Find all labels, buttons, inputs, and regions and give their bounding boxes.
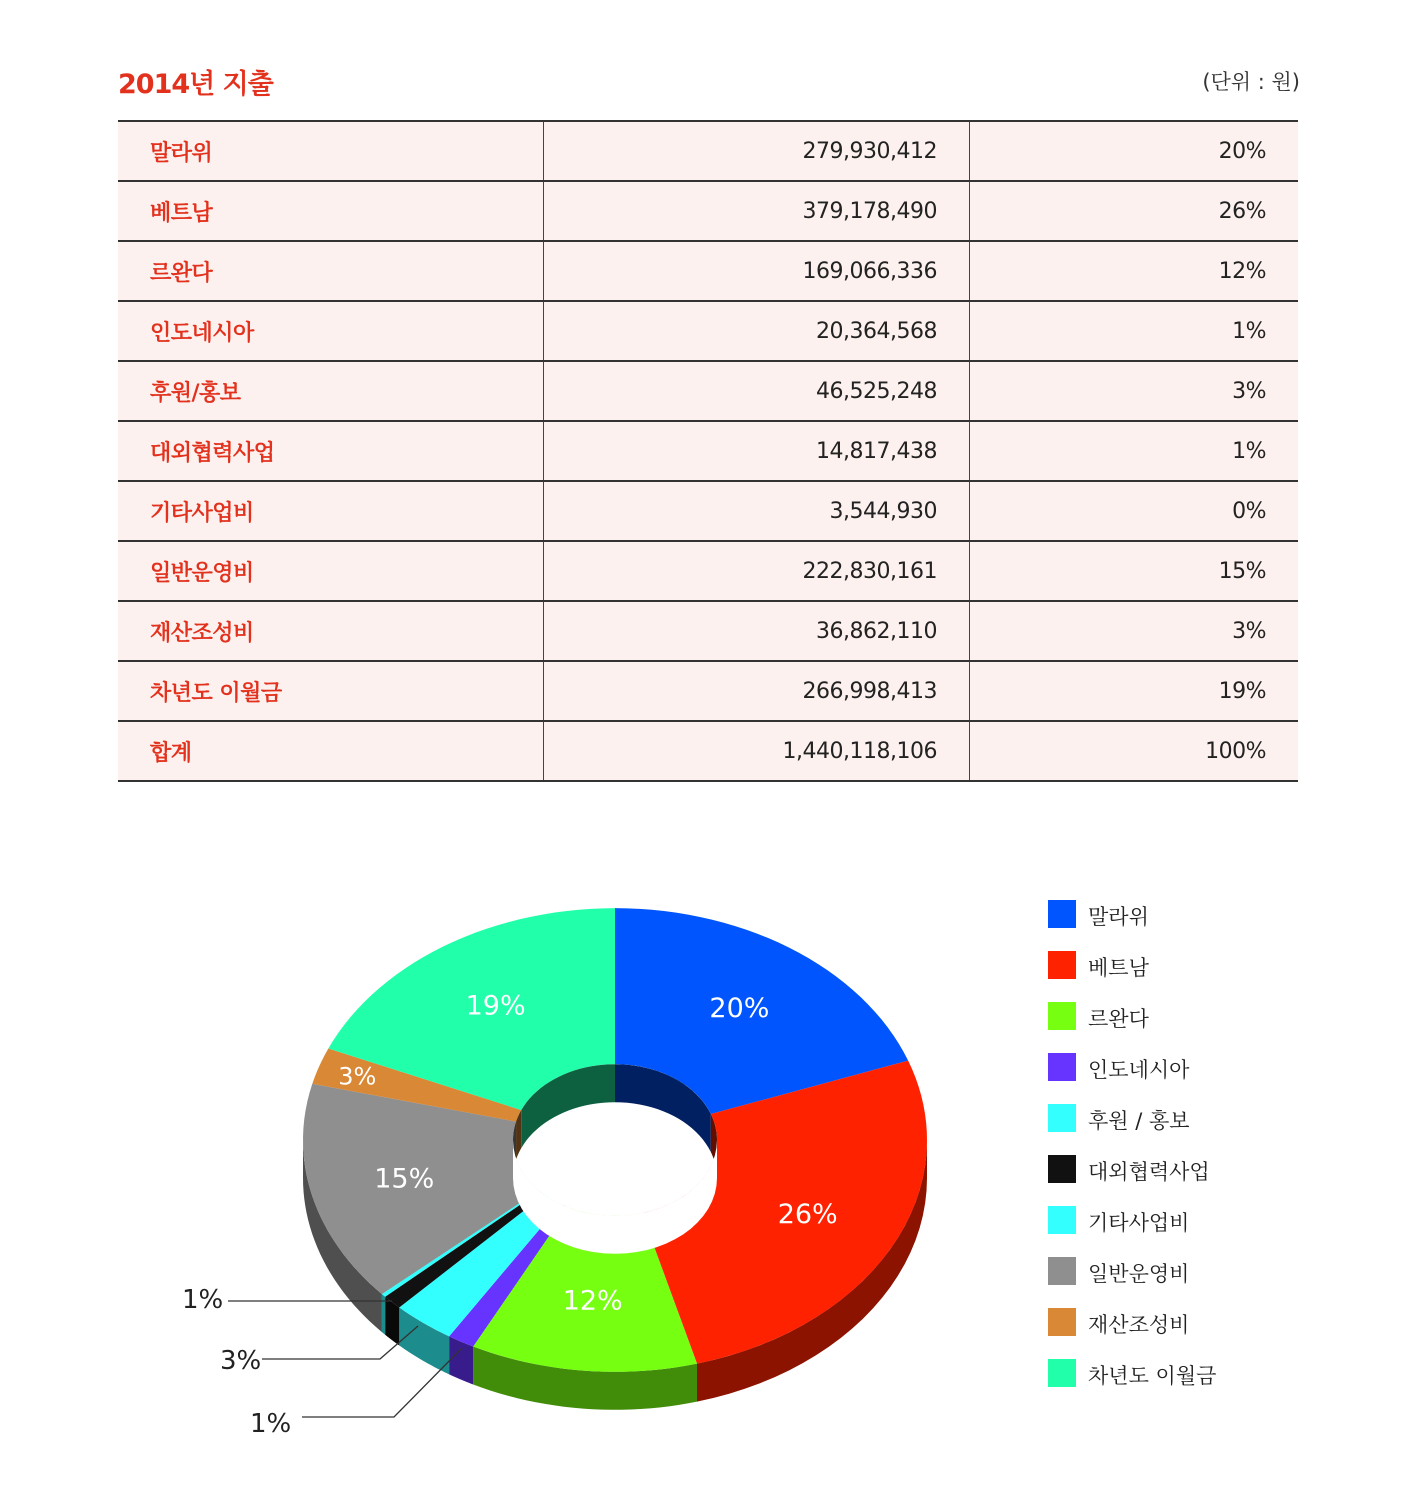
legend-label: 일반운영비 — [1088, 1262, 1190, 1286]
legend-label: 말라위 — [1088, 905, 1149, 929]
legend-swatch — [1048, 1155, 1076, 1183]
row-amount: 279,930,412 — [544, 121, 970, 181]
legend-item — [1048, 1155, 1348, 1183]
table-row — [118, 421, 1298, 481]
row-label: 후원/홍보 — [118, 361, 544, 421]
slice-label: 12% — [562, 1285, 623, 1317]
row-amount: 46,525,248 — [544, 361, 970, 421]
row-label: 일반운영비 — [118, 541, 544, 601]
row-percent: 26% — [970, 181, 1299, 241]
row-amount: 36,862,110 — [544, 601, 970, 661]
legend-item — [1048, 1206, 1348, 1234]
row-amount: 20,364,568 — [544, 301, 970, 361]
unit-label: (단위 : 원) — [1202, 70, 1300, 94]
table-row — [118, 301, 1298, 361]
row-amount: 266,998,413 — [544, 661, 970, 721]
legend-swatch — [1048, 1104, 1076, 1132]
row-percent: 3% — [970, 601, 1299, 661]
legend-item — [1048, 951, 1348, 979]
legend-item — [1048, 1359, 1348, 1387]
row-percent: 1% — [970, 301, 1299, 361]
legend-swatch — [1048, 1053, 1076, 1081]
row-label: 말라위 — [118, 121, 544, 181]
legend-swatch — [1048, 951, 1076, 979]
row-amount: 169,066,336 — [544, 241, 970, 301]
legend-swatch — [1048, 1359, 1076, 1387]
table-row — [118, 661, 1298, 721]
page-title: 2014년 지출 — [118, 69, 273, 100]
table-row — [118, 541, 1298, 601]
slice-label: 19% — [465, 990, 526, 1022]
row-percent: 20% — [970, 121, 1299, 181]
row-label: 기타사업비 — [118, 481, 544, 541]
legend-item — [1048, 1053, 1348, 1081]
table-row — [118, 241, 1298, 301]
legend-label: 기타사업비 — [1088, 1211, 1190, 1235]
table-row — [118, 481, 1298, 541]
legend-swatch — [1048, 1002, 1076, 1030]
row-label: 차년도 이월금 — [118, 661, 544, 721]
table-row — [118, 181, 1298, 241]
row-label: 인도네시아 — [118, 301, 544, 361]
legend-label: 대외협력사업 — [1088, 1160, 1210, 1184]
legend-swatch — [1048, 1308, 1076, 1336]
table-row — [118, 361, 1298, 421]
legend-swatch — [1048, 900, 1076, 928]
slice-label: 15% — [374, 1163, 435, 1195]
slice-side — [382, 1294, 385, 1335]
legend-item — [1048, 1308, 1348, 1336]
row-percent: 19% — [970, 661, 1299, 721]
legend-swatch — [1048, 1257, 1076, 1285]
slice-label: 1% — [250, 1409, 292, 1439]
legend-item — [1048, 1104, 1348, 1132]
legend-item — [1048, 900, 1348, 928]
row-percent: 15% — [970, 541, 1299, 601]
row-percent: 100% — [970, 721, 1299, 781]
slice-label: 1% — [182, 1285, 224, 1315]
legend-item — [1048, 1002, 1348, 1030]
expense-table — [118, 120, 1298, 782]
table-row — [118, 121, 1298, 181]
row-percent: 3% — [970, 361, 1299, 421]
legend-label: 재산조성비 — [1088, 1313, 1190, 1337]
legend-label: 차년도 이월금 — [1088, 1364, 1217, 1388]
table-row — [118, 721, 1298, 781]
slice-label: 20% — [709, 992, 770, 1024]
legend-label: 르완다 — [1088, 1007, 1149, 1031]
row-amount: 1,440,118,106 — [544, 721, 970, 781]
row-amount: 3,544,930 — [544, 481, 970, 541]
legend-label: 베트남 — [1088, 956, 1149, 980]
legend-label: 후원 / 홍보 — [1088, 1109, 1190, 1133]
row-label: 재산조성비 — [118, 601, 544, 661]
row-percent: 1% — [970, 421, 1299, 481]
table-row — [118, 601, 1298, 661]
row-label: 합계 — [118, 721, 544, 781]
donut-chart — [0, 840, 1000, 1480]
row-percent: 0% — [970, 481, 1299, 541]
row-label: 베트남 — [118, 181, 544, 241]
legend-item — [1048, 1257, 1348, 1285]
row-percent: 12% — [970, 241, 1299, 301]
row-amount: 379,178,490 — [544, 181, 970, 241]
slice-label: 3% — [338, 1062, 377, 1091]
slice-label: 26% — [777, 1199, 838, 1231]
row-label: 르완다 — [118, 241, 544, 301]
legend-label: 인도네시아 — [1088, 1058, 1190, 1082]
row-amount: 14,817,438 — [544, 421, 970, 481]
row-amount: 222,830,161 — [544, 541, 970, 601]
donut-hole — [513, 1064, 717, 1254]
legend-swatch — [1048, 1206, 1076, 1234]
row-label: 대외협력사업 — [118, 421, 544, 481]
slice-label: 3% — [220, 1346, 262, 1376]
